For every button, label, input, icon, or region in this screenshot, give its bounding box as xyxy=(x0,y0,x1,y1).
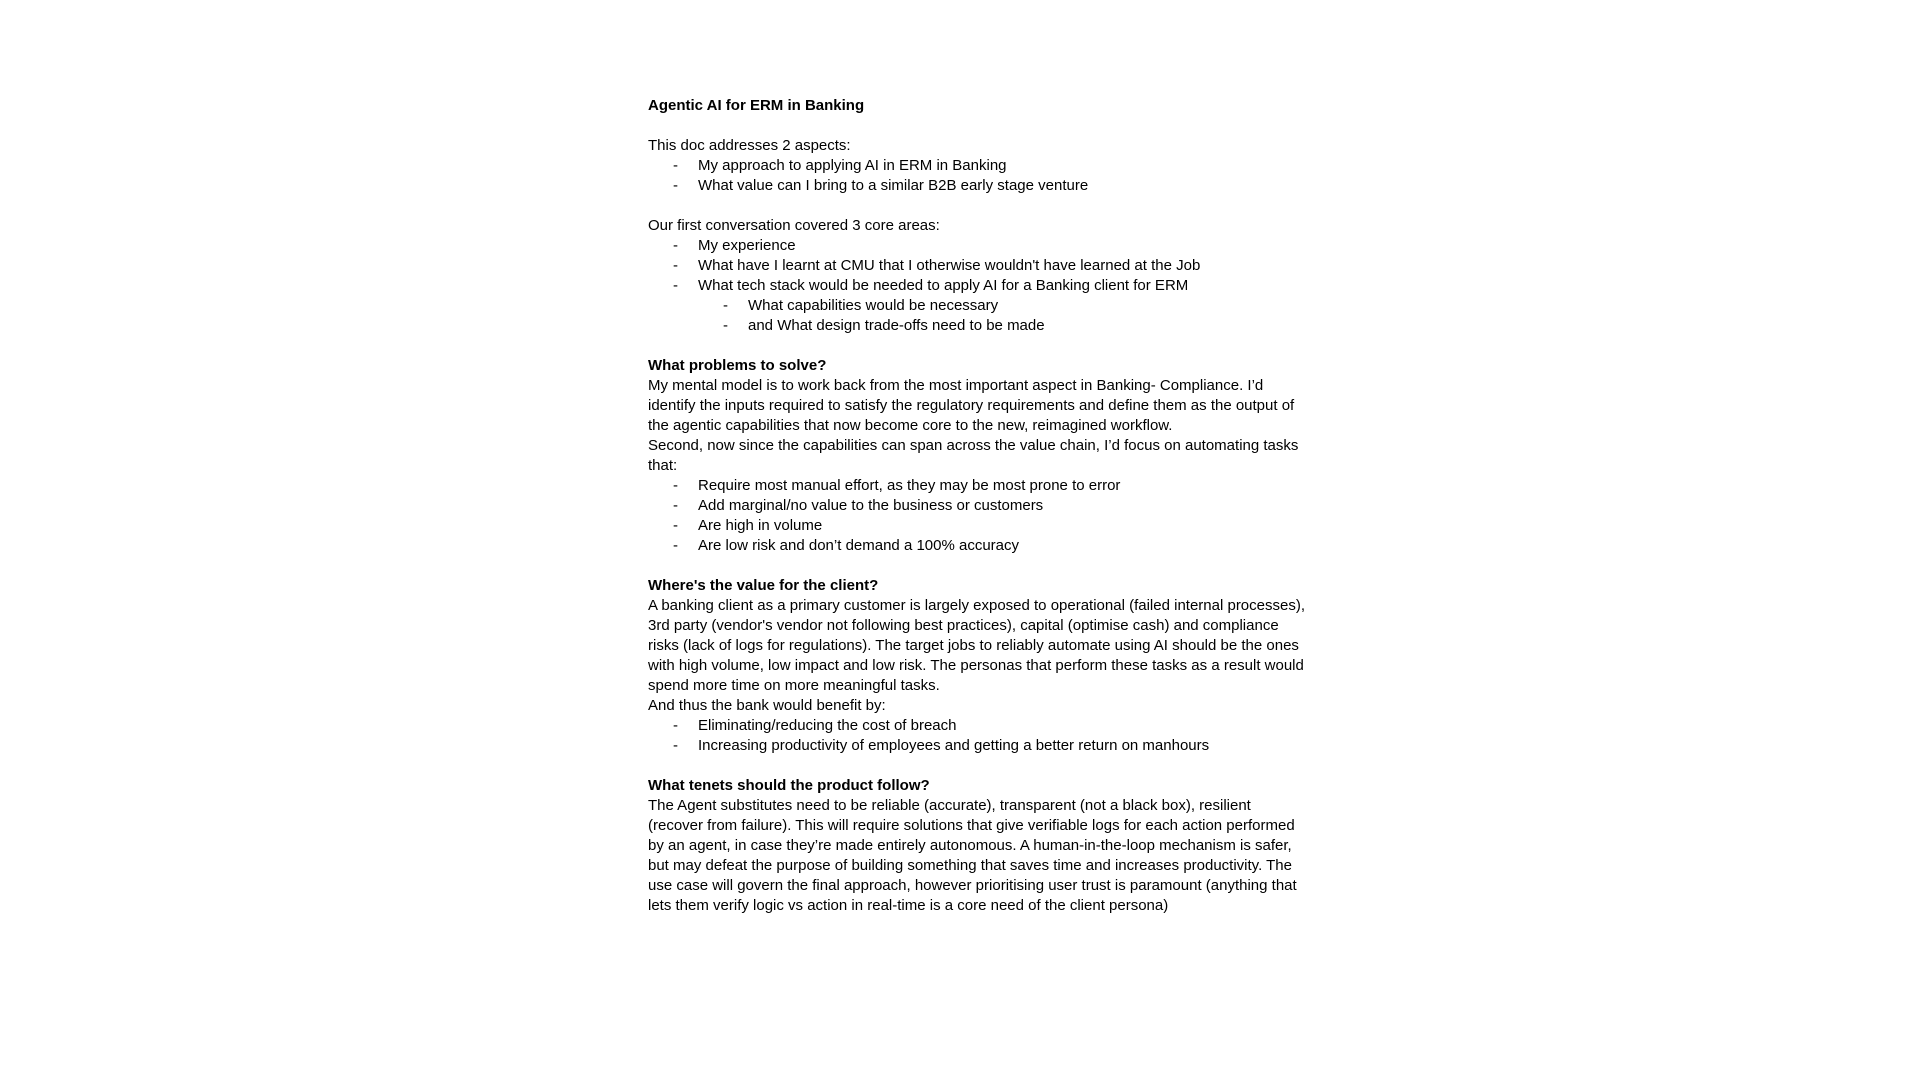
problems-heading: What problems to solve? xyxy=(648,357,827,374)
tenets-paragraph: The Agent substitutes need to be reliable (accurate), transparent (not a black box), resilient (recover from failure). This will require solutions that give verifiable logs for each action performed by an agent, in case they’re made entirely autonomous. A human-in-the-loop mechanism is safer, but may defeat the purpose of building something that saves time and increases productivity. The use case will govern the final approach, however prioritising user trust is paramount (anything that lets them verify logic vs action in real-time is a core need of the client persona) xyxy=(648,797,1297,914)
problems-list xyxy=(648,476,1308,556)
problems-paragraph: My mental model is to work back from the most important aspect in Banking- Compliance. I’d identify the inputs required to satisfy the regulatory requirements and define them as the output of the agentic capabilities that now become core to the new, reimagined workflow. xyxy=(648,377,1295,434)
spacer xyxy=(648,756,1308,776)
list-item: - Are high in volume xyxy=(648,516,1308,536)
value-paragraph: And thus the bank would benefit by: xyxy=(648,697,886,714)
intro-list xyxy=(648,156,1308,196)
spacer xyxy=(648,196,1308,216)
list-item: - My experience xyxy=(648,236,1308,256)
value-paragraph: A banking client as a primary customer is largely exposed to operational (failed internal processes), 3rd party (vendor's vendor not following best practices), capital (optimise cash) and compliance risks (lack of logs for regulations). The target jobs to reliably automate using AI should be the ones with high volume, low impact and low risk. The personas that perform these tasks as a result would spend more time on more meaningful tasks. xyxy=(648,597,1305,694)
list-item: - What have I learnt at CMU that I otherwise wouldn't have learned at the Job xyxy=(648,256,1308,276)
problems-paragraph: Second, now since the capabilities can span across the value chain, I’d focus on automating tasks that: xyxy=(648,437,1299,474)
document-body xyxy=(648,96,1308,916)
tenets-heading: What tenets should the product follow? xyxy=(648,777,930,794)
list-item: - What value can I bring to a similar B2B early stage venture xyxy=(648,176,1308,196)
conversation-sublist xyxy=(648,296,1308,336)
list-subitem: - What capabilities would be necessary xyxy=(698,296,1308,316)
conversation-list xyxy=(648,236,1308,296)
value-list xyxy=(648,716,1308,756)
spacer xyxy=(648,116,1308,136)
list-item: - Increasing productivity of employees and getting a better return on manhours xyxy=(648,736,1308,756)
list-item: - Add marginal/no value to the business or customers xyxy=(648,496,1308,516)
list-item: - What tech stack would be needed to apply AI for a Banking client for ERM xyxy=(648,276,1308,296)
list-item: - Require most manual effort, as they may be most prone to error xyxy=(648,476,1308,496)
spacer xyxy=(648,336,1308,356)
document-title: Agentic AI for ERM in Banking xyxy=(648,97,865,114)
list-item: - My approach to applying AI in ERM in Banking xyxy=(648,156,1308,176)
conversation-lead: Our first conversation covered 3 core areas: xyxy=(648,217,940,234)
list-subitem: - and What design trade-offs need to be made xyxy=(698,316,1308,336)
spacer xyxy=(648,556,1308,576)
list-item: - Are low risk and don’t demand a 100% accuracy xyxy=(648,536,1308,556)
list-item: - Eliminating/reducing the cost of breach xyxy=(648,716,1308,736)
value-heading: Where's the value for the client? xyxy=(648,577,879,594)
intro-lead: This doc addresses 2 aspects: xyxy=(648,137,851,154)
